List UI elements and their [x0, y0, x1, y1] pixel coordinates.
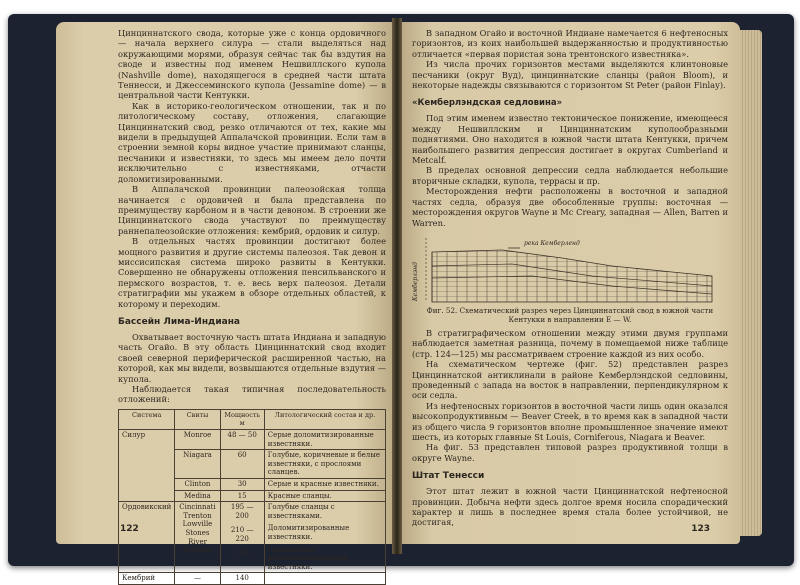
lithology-cell: Красные сланцы.: [264, 490, 385, 502]
suite-name: St Peter: [183, 546, 212, 555]
suite-name: Stones River: [185, 528, 210, 546]
left-paragraph-1: Цинциннатского свода, которые уже с конца ордовичного — начала верхнего силура — стали выделяться над окружающими морями, образуя сейчас так бы вздутия на своде и известны под именем Нешвиллского купола (Nashville dome), находящегося в средней части штата Теннесси, и Джессеминского купола (Jessamine dome) — в центральной части Кентукки.: [118, 28, 386, 101]
right-paragraph-8: Из нефтеносных горизонтов в восточной части лишь один оказался высокопродуктивным — Beaver Creek, в то время как в западной части из общего числа 9 горизонтов вполне промышленное значение имеют шесть, из которых главные St Louis, Corniferous, Niagara и Beaver.: [412, 400, 728, 442]
thickness-cell: 48 — 50: [220, 430, 264, 450]
page-edges: [740, 30, 762, 536]
table-header-row: [119, 409, 386, 429]
suite-name: Cincinnati: [179, 503, 216, 512]
suite-cell: Monroe: [175, 430, 220, 450]
suite-cell: [175, 502, 220, 573]
left-page: [56, 22, 396, 583]
lithology-value: Доломитизированные известняки.: [267, 524, 350, 541]
right-paragraph-7: На схематическом чертеже (фиг. 52) представлен разрез Цинциннатской антиклинали в районе Кемберлэндской седловины, проведенный с запада на восток в направлении, перпендикулярном к оси седла.: [412, 359, 728, 401]
left-page-content: [118, 28, 386, 585]
thickness-value: 195 — 200: [230, 503, 254, 520]
lithology-value: Голубые сланцы с известняками.: [267, 503, 335, 520]
system-cambrian: Кембрий: [119, 573, 175, 585]
section-heading-lima-indiana: Бассейн Лима-Индиана: [118, 316, 241, 327]
left-paragraph-3: В Аппалачской провинции палеозойская толща начинается с ордовичей и была представлена по преимуществу карбоном и в части девоном. В строении же Цинциннатского свода участвуют по преимуществу раннепалеозойские отложения: кембрий, ордовик и силур.: [118, 184, 386, 236]
right-paragraph-2: Из числа прочих горизонтов местами выделяются клинтоновые песчаники (округ Вуд), цинциннатские сланцы (район Bloom), и некоторые надежды связываются с горизонтом St Peter (район Finlay).: [412, 59, 728, 91]
lithology-value: Окремнелые доломитизированные известняки.: [267, 545, 348, 571]
suite-cell: —: [175, 573, 220, 585]
lithology-cell: Серые и красные известняки.: [264, 478, 385, 490]
thickness-cell: 60: [220, 450, 264, 479]
table-row: [119, 430, 386, 450]
table-header: Система: [119, 409, 175, 429]
table-header: Свиты: [175, 409, 220, 429]
figure-label-river: река Кемберленд: [524, 239, 580, 247]
table-row: [119, 573, 386, 585]
thickness-cell: 30: [220, 478, 264, 490]
figure-caption: Фиг. 52. Схематический разрез через Цинциннатский свод в южной части Кентукки в направлении E — W.: [426, 305, 714, 324]
thickness-cell: [220, 502, 264, 573]
right-paragraph-1: В западном Огайо и восточной Индиане намечается 6 нефтеносных горизонтов, из коих наибольшей выдержанностью и продуктивностью отличается «первая пористая зона трентонского известняка».: [412, 28, 728, 59]
left-paragraph-2: Как в историко-геологическом отношении, так и по литологическому составу, отложения, слагающие Цинциннатский свод, резко отличаются от тех, какие мы видели в предыдущей Аппалачской провинции. Если там в строении земной коры видное участие принимают сланцы, песчаники и известняки, то здесь мы имеем дело почти исключительно с известняками, отчасти доломитизированными.: [118, 100, 386, 184]
right-paragraph-3: Под этим именем известно тектоническое понижение, имеющееся между Нешвиллским и Цинциннатским куполообразными поднятиями. Оно находится в южной части штата Кентукки, причем наибольшего развития депрессия достигает в округах Cumberland и Metcalf.: [412, 113, 728, 166]
suite-cell: Medina: [175, 490, 220, 502]
thickness-cell: 140: [220, 573, 264, 585]
book-spine: [392, 18, 402, 554]
lithology-cell: [264, 502, 385, 573]
right-paragraph-10: Этот штат лежит в южной части Цинциннатской нефтеносной провинции. Добыча нефти здесь долгое время носила спорадический характер и лишь в последнее время стала более устойчивой, не достигая,: [412, 486, 728, 528]
section-heading-cumberland: «Кемберлэндская седловина»: [412, 98, 563, 109]
suite-cell: Clinton: [175, 478, 220, 490]
left-paragraph-6: Наблюдается такая типичная последовательность отложений:: [118, 384, 386, 405]
figure-label-side: Кемберлэнд: [412, 261, 419, 302]
suite-cell: Niagara: [175, 450, 220, 479]
lithology-cell: Голубые, коричневые и белые известняки, с прослоями сланцев.: [264, 450, 385, 479]
lithology-cell: [264, 573, 385, 585]
right-paragraph-9: На фиг. 53 представлен типовой разрез продуктивной толщи в округе Wayne.: [412, 442, 728, 463]
system-ordovician: Ордовикский: [119, 502, 175, 573]
right-paragraph-4: В пределах основной депрессии седла наблюдается небольшие вторичные складки, купола, террасы и пр.: [412, 165, 728, 186]
thickness-cell: 15: [220, 490, 264, 502]
suite-name: Trenton: [183, 511, 212, 520]
system-silur: Силур: [119, 430, 175, 502]
page-number-right: 123: [691, 524, 710, 534]
table-header: Литологический состав и др.: [264, 409, 385, 429]
stratigraphy-table: [118, 409, 386, 585]
table-row: [119, 502, 386, 573]
left-paragraph-5: Охватывает восточную часть штата Индиана и западную часть Огайо. В эту область Цинциннатский свод входит своей северной периферической расширенной частью, на которой, как мы видели, возвышаются отдельные вздутия — купола.: [118, 331, 386, 384]
right-paragraph-5: Месторождения нефти расположены в восточной и западной частях седла, образуя две обособленные группы: восточная — месторождения округов Wayne и Mc Creary, западная — Allen, Barren и Warren.: [412, 186, 728, 228]
suite-name: Lowville: [182, 520, 213, 529]
left-paragraph-4: В отдельных частях провинции достигают более мощного развития и другие системы палеозоя. Так девон и миссисипская система широко развиты в Кентукки. Совершенно не обнаружены отложения пенсильванского и пермского возрастов, т. е. весь верх палеозоя. Детали стратиграфии мы укажем в обзоре отдельных областей, к которому и переходим.: [118, 236, 386, 309]
page-number-left: 122: [120, 524, 139, 534]
section-heading-tennessee: Штат Тенесси: [412, 471, 485, 482]
right-page-content: [412, 28, 728, 528]
table-header: Мощность м: [220, 409, 264, 429]
thickness-value: 210 — 220: [230, 526, 254, 543]
thickness-value: 120: [235, 549, 249, 558]
right-page: [398, 22, 740, 544]
lithology-cell: Серые доломитизированные известняки.: [264, 430, 385, 450]
right-paragraph-6: В стратиграфическом отношении между этими двумя группами наблюдается заметная разница, почему в помещаемой ниже таблице (стр. 124—125) мы рассматриваем строение каждой из них особо.: [412, 327, 728, 359]
figure-52-cross-section: [412, 232, 728, 304]
